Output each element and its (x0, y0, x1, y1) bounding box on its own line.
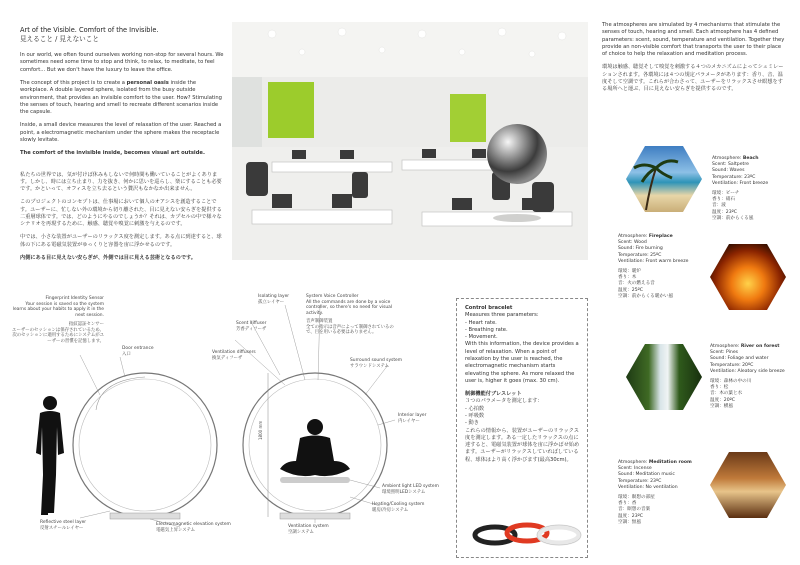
label-dimension: 1800 mm (258, 420, 263, 440)
meditation-room-image (710, 452, 786, 518)
label-door-entrance: Door entrance 入口 (122, 346, 154, 357)
label-scent-diffuser: Scent diffuser 芳香ディフーザ (236, 321, 267, 332)
label-interior-layer: Interior layer 内レイヤー (398, 413, 427, 424)
atmosphere-fireplace: Atmosphere: Fireplace Scent: Wood Sound: Fire burning Temperature: 25ºC Ventilation: Front warm breeze 環境：暖炉 香り：木 音：火の燃える音 温度：25ºC 空調：前からくる暖かい風 (618, 234, 689, 299)
bracelet-title-ja: 制御機能付ブレスレット (465, 391, 522, 398)
fireplace-image (710, 244, 786, 310)
bracelet-title: Control bracelet (465, 305, 513, 311)
label-voice-controller: System Voice Controller All the commands are done by a voice controller, so there's no need for visual activity. 音声制御装置 全ての指示は音声によって制御されているので、目を用いる必要はありません。 (306, 294, 394, 336)
bracelet-item: - Breathing rate. (465, 326, 508, 333)
atmosphere-river-forest: Atmosphere: River on forest Scent: Pines Sound: Foliage and water Temperature: 20ºC Ventilation: Aleatory side breeze 環境：森林の中の川 香り：松 音：木の葉と水 温度：20ºC 空調：横風 (710, 344, 785, 409)
label-fingerprint-sensor: Fingerprint Identity Sensor Your session is saved so the system learns about your habits to apply it in the next session. 指紋認証センサー ユーザーのセッションは保存されているため、次のセッションに適用するためにシステムがユーザーの習慣を記憶します。 (12, 296, 104, 345)
bracelet-illustration (465, 513, 585, 553)
bracelet-item: - Movement. (465, 334, 498, 341)
label-ventilation-diffusers: Ventilation diffusers 換気ディフーザ (212, 350, 256, 361)
device-paragraph: Inside, a small device measures the level of relaxation of the user. Reached a point, a electromagnetic mechanism under the sphere makes the receptacle slowly levitate. (20, 122, 222, 143)
sphere-inner-left (79, 379, 211, 511)
ja-paragraph-1: 私たちの世界では、気が付けば休みもしないで何時間も働いていることがよくあります。しかし、時には立ち止まり、力を抜き、何かに思いを巡らし、楽にすることも必要です。かといって、オフィスを立ち去るという贅沢もなかなか出来ません。 (20, 171, 222, 193)
atmospheres-intro-ja: 環境は触感、聴覚そして嗅覚を刺激する４つのメカニズムによってシュミレーションされます。各環境には４つの規定パラメータがあります：香り、音、温度そして空調です。これらが合わさって、ユーザーをリラックスさせ瞑想をする場所へと運ぶ、目に見えない安らぎを提供するのです。 (602, 64, 784, 93)
atmosphere-beach: Atmosphere: Beach Scent: Saltpetre Sound: Waves Temperature: 23ºC Ventilation: Front breeze 環境：ビーチ 香り：硝石 音：波 温度：23ºC 空調：前からくる風 (712, 156, 769, 221)
title-ja: 見えること / 見えないこと (20, 34, 99, 43)
bracelet-intro: Measures three parameters: (465, 312, 539, 319)
label-reflective-steel: Reflective steel layer 反射スチールレイヤー (40, 520, 87, 531)
label-ambient-light: Ambient light LED system 環境照明LEDシステム (382, 484, 439, 495)
bracelet-intro-ja: ３つのパラメータを測定します： (465, 398, 543, 405)
ja-paragraph-2: このプロジェクトのコンセプトは、仕事場において個人のオアシスを創造することです。ユーザーに、忙しない外の環境から切り離された、目に見えない安らぎを提供する二重層球体です。では、どのようにやるのでしょうか？それは、カプセルの中で様々なシナリオを再現するために、触感、聴覚や嗅覚に刺激を与えるのです。 (20, 199, 222, 228)
bracelet-item-ja: - 呼吸数 (465, 412, 485, 419)
forest-river-image (626, 344, 702, 410)
bracelet-item: - Heart rate. (465, 319, 497, 326)
sphere-outer-left (73, 373, 217, 517)
label-isolating-layer: Isolating layer 孤立レイヤー (258, 294, 290, 305)
label-ventilation-system: Ventilation system 空調システム (288, 524, 329, 535)
office-render-image (232, 22, 588, 260)
label-electromagnetic-elevation: Electromagnetic elevation system 電磁気上昇システム (156, 522, 231, 533)
bracelet-body: With this information, the device provides a level of relaxation. When a point of relaxation by the user is reached, the electromagnetic mechanism starts elevating the sphere. As more relaxed the user is, higher it goes (max. 30 cm). (465, 341, 579, 384)
label-heating-cooling: Heating/Cooling system 暖房/冷房システム (372, 502, 425, 513)
palm-icon (626, 146, 702, 212)
standing-person-silhouette (36, 396, 64, 515)
atmosphere-meditation-room: Atmosphere: Meditation room Scent: Incense Sound: Meditation music Temperature: 23ºC Ventilation: No ventilation 環境：瞑想の部屋 香り：香 音：瞑想の音楽 温度：23ºC 空調：無風 (618, 460, 692, 525)
label-surround-sound: Surround sound system サラウンドシステム (350, 358, 403, 369)
bracelet-item-ja: - 心拍数 (465, 405, 485, 412)
bracelet-item-ja: - 動き (465, 420, 479, 427)
left-column (20, 26, 224, 262)
meditating-person-silhouette (280, 419, 350, 476)
office-scene (232, 22, 588, 260)
bracelet-body-ja: これらの情報から、装置がユーザーのリラックス度を測定します。ある一定したリラックスの点に達すると、電磁気装置が球体を宙に浮かばせ始めます。ユーザーがリラックスしていればしている程、球体はより高く浮かびます(最高30cm)。 (465, 427, 580, 463)
atmospheres-intro-en: The atmospheres are simulated by 4 mechanisms that stimulate the senses of touch, hearing and smell. Each atmosphere has 4 defined parameters: scent, sound, temperature and ventilation. Together they provide an non-visible comfort that transports the user to their place of choice to help the relaxation and meditation process. (602, 22, 785, 58)
ja-paragraph-3: 中では、小さな装置がユーザーのリラックス度を測定します。ある点に到達すると、球体の下にある電磁気装置がゆっくりと容器を宙に浮かせるのです。 (20, 234, 222, 248)
tagline-en: The comfort of the invisible inside, becomes visual art outside. (20, 150, 205, 157)
tagline-ja: 内側にある目に見えない安らぎが、外側では目に見える芸術となるのです。 (20, 255, 196, 262)
right-intro (602, 22, 786, 94)
title-en: Art of the Visible. Comfort of the Invisible. (20, 26, 159, 34)
control-bracelet-panel (456, 298, 588, 558)
concept-paragraph: The concept of this project is to create a personal oasis inside the workplace. A double layered sphere, isolated from the busy outside environment, that provides an invisible comfort to the user. How? Stimulating the senses of touch, hearing and smell to recreate different scenarios inside the capsule. (20, 79, 222, 116)
intro-paragraph: In our world, we often found ourselves working non-stop for several hours. We sometimes need some time to stop and think, to relax, to meditate, to feel comfort... But we don't have the luxury to leave the office. (20, 52, 224, 73)
beach-image (626, 146, 702, 212)
